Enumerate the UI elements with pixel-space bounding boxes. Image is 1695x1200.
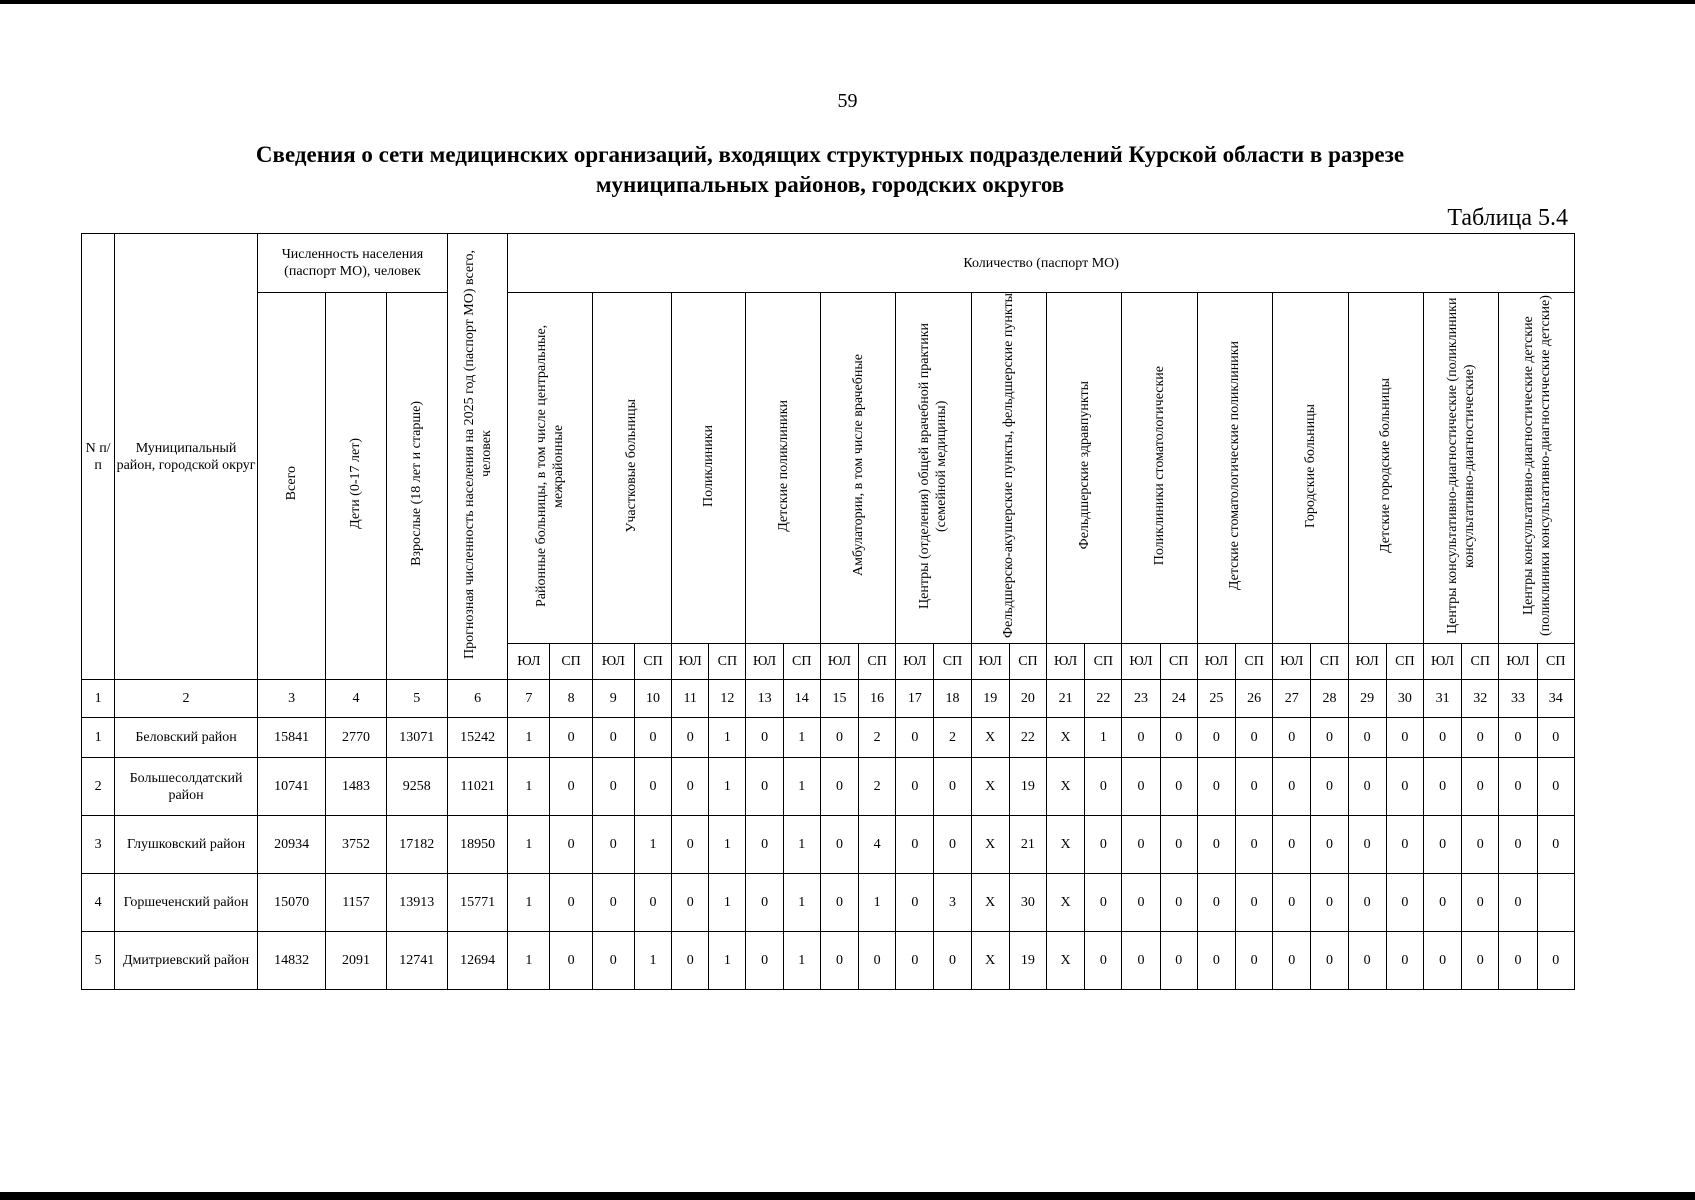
header-children: Дети (0-17 лет) (326, 293, 386, 680)
value-cell: 0 (1348, 718, 1386, 758)
value-cell: 0 (896, 758, 934, 816)
value-cell: 10741 (257, 758, 325, 816)
column-index: 19 (971, 680, 1009, 718)
value-cell: X (971, 718, 1009, 758)
value-cell: 0 (934, 816, 971, 874)
header-sp: СП (1311, 644, 1348, 680)
value-cell: 0 (1273, 758, 1311, 816)
column-index: 22 (1085, 680, 1122, 718)
header-category: Центры (отделения) общей врачебной практики (семейной медицины) (896, 293, 971, 644)
value-cell: 1 (508, 718, 550, 758)
header-sp: СП (1009, 644, 1046, 680)
value-cell: 0 (1386, 816, 1423, 874)
value-cell: 0 (1273, 718, 1311, 758)
value-cell: 0 (1236, 874, 1273, 932)
header-sp: СП (1160, 644, 1197, 680)
value-cell: 0 (672, 758, 709, 816)
header-yl: ЮЛ (820, 644, 858, 680)
column-index: 24 (1160, 680, 1197, 718)
value-cell: 19 (1009, 758, 1046, 816)
header-sp: СП (634, 644, 671, 680)
value-cell: 0 (1348, 874, 1386, 932)
value-cell: 0 (672, 718, 709, 758)
column-index: 13 (746, 680, 783, 718)
value-cell: X (1047, 932, 1085, 990)
column-index: 27 (1273, 680, 1311, 718)
value-cell: 1 (508, 816, 550, 874)
value-cell: 0 (550, 816, 592, 874)
value-cell: 0 (1236, 758, 1273, 816)
value-cell: 0 (1160, 718, 1197, 758)
value-cell: 0 (550, 718, 592, 758)
value-cell: 0 (1160, 816, 1197, 874)
value-cell: 3 (934, 874, 971, 932)
table-row (82, 816, 1575, 874)
value-cell: 1157 (326, 874, 386, 932)
header-sp: СП (1386, 644, 1423, 680)
row-number-cell: 2 (82, 758, 115, 816)
value-cell: 0 (1537, 758, 1574, 816)
value-cell: 2091 (326, 932, 386, 990)
column-index: 4 (326, 680, 386, 718)
value-cell: 0 (1423, 874, 1461, 932)
value-cell: 0 (1311, 758, 1348, 816)
value-cell: 0 (1499, 816, 1537, 874)
value-cell: 1 (783, 874, 820, 932)
column-index: 21 (1047, 680, 1085, 718)
column-index: 23 (1122, 680, 1160, 718)
value-cell: 0 (1236, 816, 1273, 874)
value-cell: 15771 (447, 874, 507, 932)
value-cell: 0 (1462, 874, 1499, 932)
header-adults: Взрослые (18 лет и старше) (386, 293, 447, 680)
value-cell: 0 (1499, 932, 1537, 990)
column-index: 2 (115, 680, 258, 718)
value-cell: 0 (746, 758, 783, 816)
column-index: 14 (783, 680, 820, 718)
value-cell: 11021 (447, 758, 507, 816)
value-cell: 0 (1348, 932, 1386, 990)
value-cell: 0 (592, 718, 634, 758)
header-yl: ЮЛ (592, 644, 634, 680)
value-cell: 0 (1386, 718, 1423, 758)
header-yl: ЮЛ (1047, 644, 1085, 680)
value-cell: X (1047, 874, 1085, 932)
value-cell: 0 (934, 932, 971, 990)
header-yl: ЮЛ (1499, 644, 1537, 680)
value-cell: 21 (1009, 816, 1046, 874)
value-cell: 0 (1386, 758, 1423, 816)
value-cell: 0 (820, 816, 858, 874)
value-cell: 0 (1499, 718, 1537, 758)
value-cell: 12694 (447, 932, 507, 990)
value-cell: 0 (1537, 932, 1574, 990)
value-cell: 0 (1348, 816, 1386, 874)
value-cell: 0 (934, 758, 971, 816)
value-cell: 1 (634, 816, 671, 874)
column-index: 25 (1197, 680, 1235, 718)
value-cell: 2770 (326, 718, 386, 758)
value-cell: 0 (1197, 758, 1235, 816)
header-sp: СП (1236, 644, 1273, 680)
value-cell: 0 (1386, 874, 1423, 932)
value-cell: 18950 (447, 816, 507, 874)
value-cell: 0 (634, 874, 671, 932)
value-cell: 0 (896, 718, 934, 758)
column-index: 28 (1311, 680, 1348, 718)
column-index: 32 (1462, 680, 1499, 718)
value-cell: 1 (709, 874, 746, 932)
value-cell: 0 (1499, 758, 1537, 816)
value-cell: 0 (896, 816, 934, 874)
value-cell: 13913 (386, 874, 447, 932)
value-cell: 0 (1537, 816, 1574, 874)
value-cell: 0 (1085, 758, 1122, 816)
value-cell: 15841 (257, 718, 325, 758)
value-cell: 0 (1160, 758, 1197, 816)
value-cell: 0 (1462, 932, 1499, 990)
header-category: Фельдшерско-акушерские пункты, фельдшерские пункты (971, 293, 1046, 644)
value-cell: 1 (783, 758, 820, 816)
value-cell: 0 (1311, 718, 1348, 758)
header-category: Поликлиники стоматологические (1122, 293, 1197, 644)
municipality-cell: Большесолдатский район (115, 758, 258, 816)
value-cell: 0 (1462, 758, 1499, 816)
column-index: 12 (709, 680, 746, 718)
column-index: 9 (592, 680, 634, 718)
value-cell: 0 (592, 874, 634, 932)
header-category: Центры консультативно-диагностические (поликлиники консультативно-диагностические) (1423, 293, 1498, 644)
value-cell: 0 (672, 932, 709, 990)
value-cell: 0 (1423, 718, 1461, 758)
header-sp: СП (783, 644, 820, 680)
value-cell: 1 (709, 932, 746, 990)
column-index: 1 (82, 680, 115, 718)
column-index: 3 (257, 680, 325, 718)
header-category: Детские стоматологические поликлиники (1197, 293, 1272, 644)
value-cell: 0 (746, 718, 783, 758)
column-index: 33 (1499, 680, 1537, 718)
value-cell: 1 (508, 758, 550, 816)
value-cell: 0 (592, 932, 634, 990)
column-index: 10 (634, 680, 671, 718)
column-index: 11 (672, 680, 709, 718)
header-yl: ЮЛ (672, 644, 709, 680)
value-cell: 14832 (257, 932, 325, 990)
value-cell: 0 (1160, 932, 1197, 990)
value-cell: 0 (746, 816, 783, 874)
header-population-group: Численность населения (паспорт МО), человек (257, 234, 447, 293)
value-cell: 0 (1197, 718, 1235, 758)
value-cell: 1 (634, 932, 671, 990)
value-cell: 0 (672, 816, 709, 874)
header-category: Участковые больницы (592, 293, 671, 644)
header-sp: СП (1085, 644, 1122, 680)
title-line-2: муниципальных районов, городских округов (595, 172, 1065, 197)
value-cell: 0 (896, 874, 934, 932)
header-yl: ЮЛ (1423, 644, 1461, 680)
value-cell: 0 (634, 758, 671, 816)
value-cell: 1 (709, 816, 746, 874)
value-cell: 0 (550, 932, 592, 990)
value-cell: 0 (1085, 932, 1122, 990)
value-cell: 0 (1423, 816, 1461, 874)
header-municipality: Муниципальный район, городской округ (115, 234, 258, 680)
column-index: 17 (896, 680, 934, 718)
value-cell: 0 (1273, 932, 1311, 990)
header-forecast: Прогнозная численность населения на 2025 год (паспорт МО) всего, человек (447, 234, 507, 680)
value-cell: 15070 (257, 874, 325, 932)
header-yl: ЮЛ (896, 644, 934, 680)
header-category: Центры консультативно-диагностические детские (поликлиники консультативно-диагностические детские) (1499, 293, 1575, 644)
value-cell: 0 (896, 932, 934, 990)
municipality-cell: Глушковский район (115, 816, 258, 874)
value-cell: 1 (783, 718, 820, 758)
value-cell: 0 (1122, 932, 1160, 990)
value-cell: 0 (1499, 874, 1537, 932)
header-yl: ЮЛ (971, 644, 1009, 680)
header-yl: ЮЛ (746, 644, 783, 680)
value-cell: 0 (1197, 874, 1235, 932)
table-row (82, 718, 1575, 758)
value-cell: 4 (859, 816, 896, 874)
municipality-cell: Горшеченский район (115, 874, 258, 932)
column-index: 6 (447, 680, 507, 718)
header-category: Районные больницы, в том числе центральные, межрайонные (508, 293, 592, 644)
value-cell: 0 (1085, 816, 1122, 874)
value-cell: 0 (1423, 932, 1461, 990)
row-number-cell: 1 (82, 718, 115, 758)
value-cell: 1 (859, 874, 896, 932)
header-total: Всего (257, 293, 325, 680)
value-cell: 0 (1537, 718, 1574, 758)
value-cell: 1 (1085, 718, 1122, 758)
header-sp: СП (1462, 644, 1499, 680)
value-cell: 0 (1462, 718, 1499, 758)
table-label: Таблица 5.4 (1447, 205, 1568, 231)
medical-network-table (81, 233, 1575, 990)
column-index: 29 (1348, 680, 1386, 718)
value-cell: 0 (1160, 874, 1197, 932)
column-index: 16 (859, 680, 896, 718)
value-cell: 17182 (386, 816, 447, 874)
value-cell: 19 (1009, 932, 1046, 990)
value-cell: 0 (592, 816, 634, 874)
municipality-cell: Дмитриевский район (115, 932, 258, 990)
header-num: N п/п (82, 234, 115, 680)
title-line-1: Сведения о сети медицинских организаций, входящих структурных подразделений Курской области в разрезе (255, 142, 1405, 167)
column-index: 5 (386, 680, 447, 718)
value-cell: 15242 (447, 718, 507, 758)
column-index: 15 (820, 680, 858, 718)
value-cell: 0 (1423, 758, 1461, 816)
value-cell: 1 (709, 758, 746, 816)
value-cell: 9258 (386, 758, 447, 816)
header-yl: ЮЛ (1197, 644, 1235, 680)
header-yl: ЮЛ (1273, 644, 1311, 680)
value-cell: 0 (820, 874, 858, 932)
page-number: 59 (837, 90, 858, 112)
header-category: Детские городские больницы (1348, 293, 1423, 644)
document-title (130, 140, 1530, 200)
value-cell: 0 (746, 874, 783, 932)
value-cell: 0 (820, 718, 858, 758)
value-cell: 1 (783, 932, 820, 990)
value-cell: 0 (1311, 874, 1348, 932)
column-index: 26 (1236, 680, 1273, 718)
header-sp: СП (709, 644, 746, 680)
value-cell: X (1047, 816, 1085, 874)
value-cell: 0 (634, 718, 671, 758)
value-cell: 2 (859, 758, 896, 816)
header-category: Детские поликлиники (746, 293, 820, 644)
value-cell: 0 (672, 874, 709, 932)
value-cell: 1483 (326, 758, 386, 816)
header-category: Фельдшерские здравпункты (1047, 293, 1122, 644)
value-cell: 0 (820, 932, 858, 990)
value-cell: 20934 (257, 816, 325, 874)
municipality-cell: Беловский район (115, 718, 258, 758)
value-cell: 0 (1197, 932, 1235, 990)
value-cell: X (1047, 758, 1085, 816)
value-cell: 30 (1009, 874, 1046, 932)
value-cell: 1 (783, 816, 820, 874)
value-cell: 0 (550, 758, 592, 816)
value-cell: 1 (709, 718, 746, 758)
scan-border-top (0, 0, 1695, 4)
header-count-group: Количество (паспорт МО) (508, 234, 1575, 293)
value-cell: X (971, 932, 1009, 990)
value-cell: 1 (508, 874, 550, 932)
value-cell: 0 (550, 874, 592, 932)
value-cell: 0 (1122, 758, 1160, 816)
column-index: 31 (1423, 680, 1461, 718)
row-number-cell: 4 (82, 874, 115, 932)
header-category: Амбулатории, в том числе врачебные (820, 293, 895, 644)
value-cell: 0 (1311, 932, 1348, 990)
header-yl: ЮЛ (1122, 644, 1160, 680)
value-cell: 13071 (386, 718, 447, 758)
value-cell: 0 (859, 932, 896, 990)
header-category: Городские больницы (1273, 293, 1348, 644)
column-index: 20 (1009, 680, 1046, 718)
header-sp: СП (859, 644, 896, 680)
header-yl: ЮЛ (1348, 644, 1386, 680)
value-cell: 0 (1311, 816, 1348, 874)
value-cell: 0 (592, 758, 634, 816)
column-index: 8 (550, 680, 592, 718)
table-row (82, 758, 1575, 816)
value-cell (1537, 874, 1574, 932)
value-cell: 0 (1197, 816, 1235, 874)
value-cell: X (971, 816, 1009, 874)
value-cell: 0 (1122, 816, 1160, 874)
row-number-cell: 5 (82, 932, 115, 990)
header-yl: ЮЛ (508, 644, 550, 680)
column-index: 30 (1386, 680, 1423, 718)
value-cell: 2 (859, 718, 896, 758)
value-cell: 2 (934, 718, 971, 758)
column-index: 18 (934, 680, 971, 718)
value-cell: 0 (746, 932, 783, 990)
header-sp: СП (1537, 644, 1574, 680)
value-cell: 0 (1386, 932, 1423, 990)
value-cell: 0 (1085, 874, 1122, 932)
header-sp: СП (934, 644, 971, 680)
value-cell: 0 (1236, 718, 1273, 758)
value-cell: 0 (1122, 718, 1160, 758)
header-sp: СП (550, 644, 592, 680)
table-row (82, 932, 1575, 990)
table-row (82, 874, 1575, 932)
value-cell: 0 (1273, 874, 1311, 932)
value-cell: 0 (1462, 816, 1499, 874)
value-cell: X (971, 874, 1009, 932)
row-number-cell: 3 (82, 816, 115, 874)
value-cell: X (971, 758, 1009, 816)
value-cell: 22 (1009, 718, 1046, 758)
column-index: 7 (508, 680, 550, 718)
value-cell: X (1047, 718, 1085, 758)
column-index: 34 (1537, 680, 1574, 718)
value-cell: 0 (1122, 874, 1160, 932)
header-category: Поликлиники (672, 293, 746, 644)
value-cell: 1 (508, 932, 550, 990)
value-cell: 0 (1348, 758, 1386, 816)
scan-border-bottom (0, 1192, 1695, 1200)
value-cell: 0 (820, 758, 858, 816)
value-cell: 0 (1236, 932, 1273, 990)
value-cell: 12741 (386, 932, 447, 990)
value-cell: 3752 (326, 816, 386, 874)
value-cell: 0 (1273, 816, 1311, 874)
